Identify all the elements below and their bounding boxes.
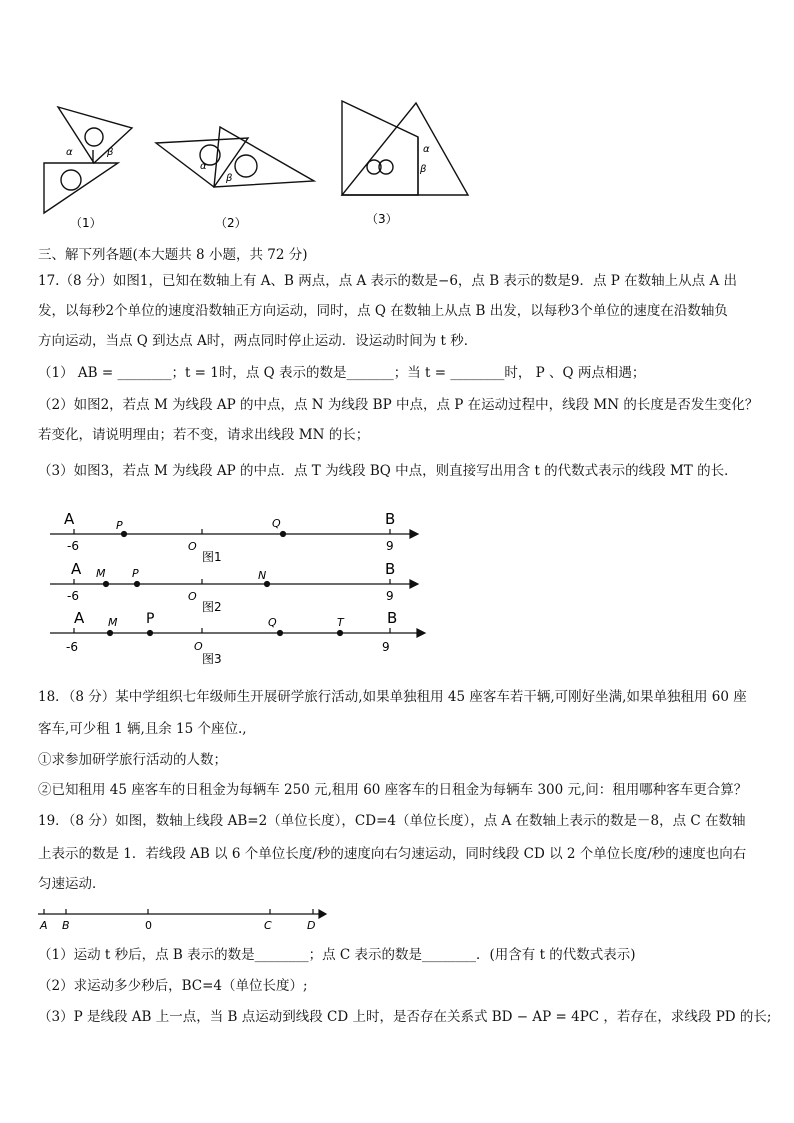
section-heading: 三、解下列各题(本大题共 8 小题，共 72 分) [38, 247, 308, 263]
axis2-A: A [71, 560, 82, 578]
q19-axis-D: D [307, 919, 316, 932]
axis1-P: P [116, 519, 123, 532]
axis3-A: A [74, 609, 85, 627]
q17-part3: （3）如图3，若点 M 为线段 AP 的中点．点 T 为线段 BQ 中点，则直接写出用含 t 的代数式表示的线段 MT 的长． [38, 463, 738, 479]
axis1-9: 9 [386, 539, 394, 553]
number-line-figures [40, 505, 440, 670]
q19-number-line [36, 900, 336, 936]
axis2-caption: 图2 [202, 600, 222, 614]
axis3-B: B [387, 609, 398, 627]
q17-part2-line2: 若变化，请说明理由；若不变，请求出线段 MN 的长； [38, 427, 370, 443]
q18-line2: 客车,可少租 1 辆,且余 15 个座位., [38, 721, 247, 737]
axis2-M: M [96, 567, 106, 580]
axis3-M: M [108, 616, 118, 629]
axis3-Q: Q [268, 616, 277, 629]
axis3-O: O [194, 640, 203, 653]
q19-part3: （3）P 是线段 AB 上一点，当 B 点运动到线段 CD 上时，是否存在关系式 BD − AP = 4PC ，若存在，求线段 PD 的长; [38, 1009, 772, 1025]
axis1-A: A [64, 510, 75, 528]
q17-intro-line3: 方向运动，当点 Q 到达点 A时，两点同时停止运动．设运动时间为 t 秒． [38, 333, 478, 349]
axis3-T: T [337, 616, 344, 629]
q19-line2: 上表示的数是 1．若线段 AB 以 6 个单位长度/秒的速度向右匀速运动，同时线段 CD 以 2 个单位长度/秒的速度也向右 [38, 846, 747, 862]
axis2-O: O [188, 590, 197, 603]
triangle-figures [30, 95, 480, 235]
axis3-minus6: -6 [66, 640, 78, 654]
q17-part2-line1: （2）如图2，若点 M 为线段 AP 的中点，点 N 为线段 BP 中点，点 P 在运动过程中，线段 MN 的长度是否发生变化？ [38, 397, 759, 413]
q19-part2: （2）求运动多少秒后，BC=4（单位长度）; [38, 978, 308, 994]
axis1-O: O [188, 540, 197, 553]
q19-line1: 19．（8 分）如图，数轴上线段 AB=2（单位长度），CD=4（单位长度），点 A 在数轴上表示的数是－8，点 C 在数轴 [38, 813, 746, 829]
fig3-label: （3） [366, 212, 398, 226]
axis2-B: B [385, 560, 396, 578]
q17-intro-line1: 17.（8 分）如图1，已知在数轴上有 A、B 两点，点 A 表示的数是−6，点 B 表示的数是9．点 P 在数轴上从点 A 出 [38, 273, 738, 289]
axis3-9: 9 [382, 640, 390, 654]
fig1-beta: β [107, 147, 114, 158]
q17-intro-line2: 发，以每秒2个单位的速度沿数轴正方向运动，同时，点 Q 在数轴上从点 B 出发，以每秒3个单位的速度在沿数轴负 [38, 303, 728, 319]
figure-3 [342, 101, 468, 195]
axis1-B: B [385, 510, 396, 528]
fig2-beta: β [226, 173, 233, 184]
q19-axis-C: C [264, 919, 272, 932]
fig1-label: （1） [70, 216, 102, 230]
fig2-alpha: α [200, 161, 207, 172]
axis1-minus6: -6 [67, 539, 79, 553]
q18-line1: 18．（8 分）某中学组织七年级师生开展研学旅行活动,如果单独租用 45 座客车若干辆,可刚好坐满,如果单独租用 60 座 [38, 689, 747, 705]
axis1-Q: Q [272, 517, 281, 530]
fig2-label: （2） [215, 216, 247, 230]
q18-line4: ②已知租用 45 座客车的日租金为每辆车 250 元,租用 60 座客车的日租金为每辆车 300 元,问：租用哪种客车更合算？ [38, 782, 748, 798]
figure-1 [44, 107, 132, 213]
axis1-caption: 图1 [202, 550, 222, 564]
axis2-N: N [258, 569, 267, 582]
fig3-alpha: α [423, 144, 430, 155]
q19-axis-A: A [40, 919, 48, 932]
figure-2 [156, 127, 314, 187]
axis2-P: P [132, 567, 139, 580]
axis2-minus6: -6 [67, 589, 79, 603]
q18-line3: ①求参加研学旅行活动的人数； [38, 752, 227, 768]
axis2-9: 9 [386, 589, 394, 603]
axis3-caption: 图3 [202, 652, 222, 666]
fig3-beta: β [420, 164, 427, 175]
axis3-P: P [146, 611, 155, 627]
q19-axis-zero: 0 [145, 919, 152, 932]
q19-axis-B: B [62, 919, 70, 932]
q19-part1: （1）运动 t 秒后，点 B 表示的数是________；点 C 表示的数是________．(用含有 t 的代数式表示) [38, 947, 636, 963]
fig1-alpha: α [66, 147, 73, 158]
q17-part1: （1） AB = ________；t = 1时，点 Q 表示的数是_______；当 t = ________时， P 、Q 两点相遇； [38, 365, 646, 381]
q19-line3: 匀速运动． [38, 876, 106, 892]
